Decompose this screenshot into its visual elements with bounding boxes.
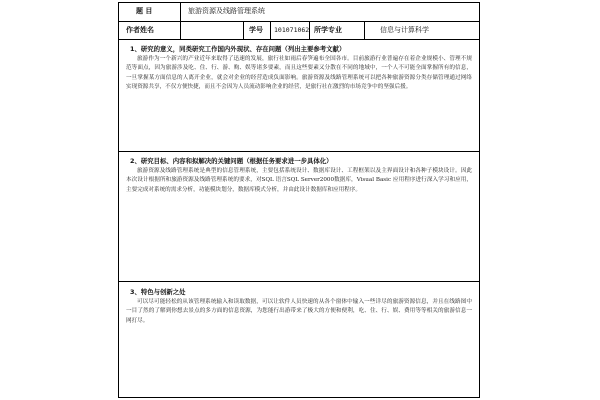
col-divider [243,21,244,39]
table-border-left [118,2,119,398]
row-divider [118,21,480,22]
major-label: 所学专业 [314,26,342,34]
section-3-title: 3、特色与创新之处 [130,288,186,296]
major-value: 信息与计算科学 [380,26,429,34]
col-divider [270,21,271,39]
section-divider [118,151,480,152]
student-id-label: 学号 [249,26,263,34]
col-divider [180,2,181,39]
proposal-form [118,2,480,398]
section-1-body: 旅游作为一个新兴的产业近年来取得了迅速的发展，旅行社如雨后春笋遍布全国各市。目前旅游行业普遍存在着企业规模小、管理不规范等面点，因为旅游涉及吃、住、行、游、购、娱等诸多要素，而且这些要素又分散在不同的地域中，一个人不可能全面掌握所有的信息，一旦掌握某方面信息的人离开企业，就会对企业的经营造成负面影响。旅游资源及线路管理系统可以把各种旅游资源分类存储管理通过网络实现资源共享，不仅方便快捷，而且不会因为人员流动影响企业的经营，是旅行社在激烈的市场竞争中的坚强后援。 [126,56,472,91]
author-label: 作者姓名 [126,26,154,34]
section-2-body: 旅游资源及线路管理系统是典型的信息管理系统，主要包括系统设计、数据库设计、工程框架以及主界面设计和各种子模块设计。因此本次设计根据所和旅游资源及线路管理系统的要求，对SQL 语言SQL Server2000数据库，Visual Basic 应用程序进行深入学习和应用，主要完成对系统的需求分析，功能模块划分，数据库模式分析，并由此设计数据库和应用程序。 [126,168,472,193]
section-1-title: 1、研究的意义，同类研究工作国内外现状、存在问题（列出主要参考文献） [130,45,346,53]
section-3-body: 可以尽可能轻松的从该管理系统输入和读取数据，可以让软件人员快速的从各个窗体中输入一些详尽的旅游资源信息，并且在线路图中一目了然的了解到你想去景点的多方面的信息资源，为您能行出游带来了极大的方便和便利，吃、住、行、娱、费用等等相关的旅游信息一网打尽。 [126,299,472,324]
student-id-value: 101071062 [274,26,310,34]
row-divider [118,39,480,40]
section-divider [118,281,480,282]
table-border-bottom [118,397,480,398]
topic-label: 题 目 [136,7,153,15]
topic-value: 旅游资源及线路管理系统 [188,7,265,15]
section-2-title: 2、研究目标、内容和拟解决的关键问题（根据任务要求进一步具体化） [130,157,333,165]
table-border-top [118,2,480,3]
col-divider [364,21,365,39]
table-border-right [479,2,480,398]
